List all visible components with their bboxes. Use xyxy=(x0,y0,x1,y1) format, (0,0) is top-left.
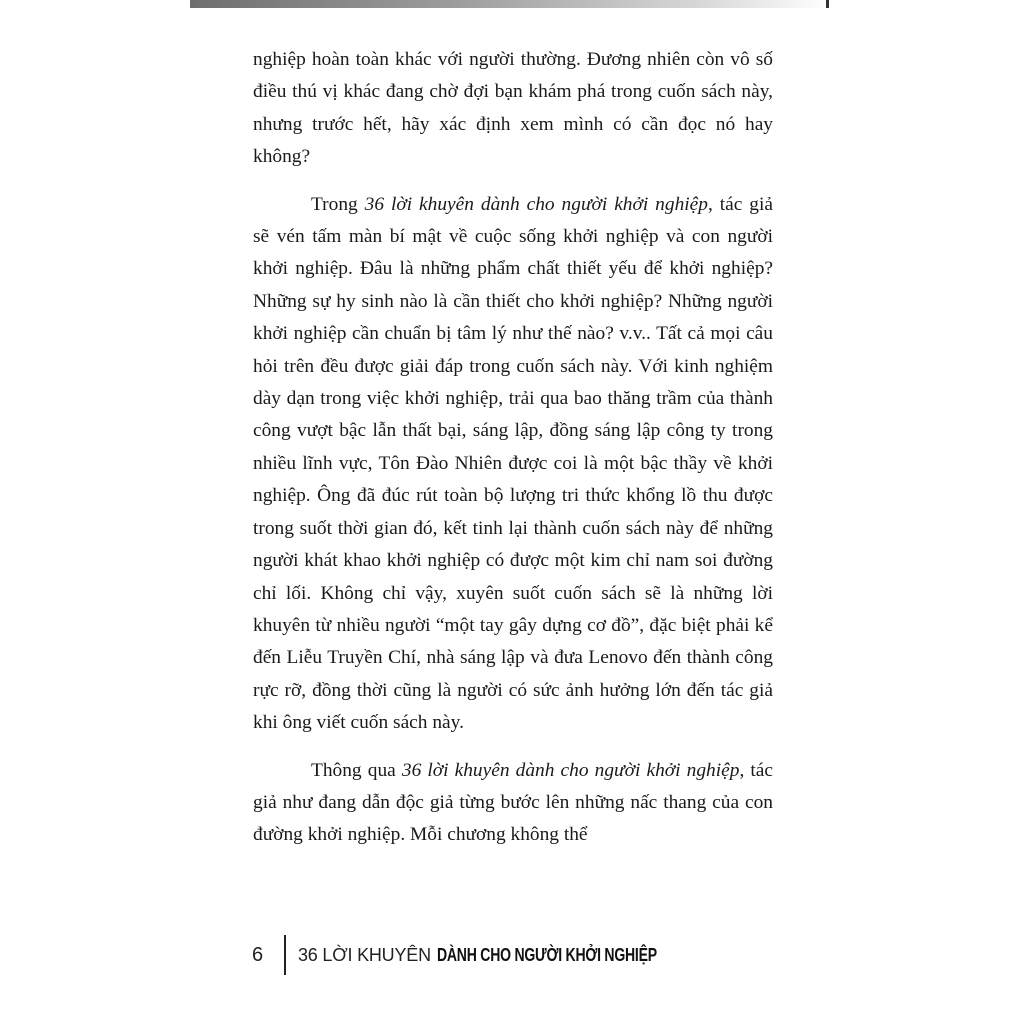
page-corner-mark xyxy=(826,0,829,8)
paragraph-continuation xyxy=(253,44,773,174)
page-body-text xyxy=(253,44,773,852)
paragraph-3-lead: Thông qua xyxy=(311,759,402,781)
paragraph-2-lead: Trong xyxy=(311,193,365,215)
running-head-title: DÀNH CHO NGƯỜI KHỞI NGHIỆP xyxy=(436,944,657,965)
paragraph-introduction xyxy=(253,189,773,740)
book-title-italic: 36 lời khuyên dành cho người khởi nghiệp xyxy=(364,193,708,215)
paragraph-2-text: , tác giả sẽ vén tấm màn bí mật về cuộc sống khởi nghiệp và con người khởi nghiệp. Đâu là những phẩm chất thiết yếu để khởi nghiệp? Những sự hy sinh nào là cần thiết cho khởi nghiệp? Những người khởi nghiệp cần chuẩn bị tâm lý như thế nào? v.v.. Tất cả mọi câu hỏi trên đều được giải đáp trong cuốn sách này. Với kinh nghiệm dày dạn trong việc khởi nghiệp, trải qua bao thăng trầm của thành công vượt bậc lẫn thất bại, sáng lập, đồng sáng lập công ty trong nhiều lĩnh vực, Tôn Đào Nhiên được coi là một bậc thầy về khởi nghiệp. Ông đã đúc rút toàn bộ lượng tri thức khổng lồ thu được trong suốt thời gian đó, kết tinh lại thành cuốn sách này để những người khát khao khởi nghiệp có được một kim chỉ nam soi đường chỉ lối. Không chỉ vậy, xuyên suốt cuốn sách sẽ là những lời khuyên từ nhiều người “một tay gây dựng cơ đồ”, đặc biệt phải kể đến Liễu Truyền Chí, nhà sáng lập và đưa Lenovo đến thành công rực rỡ, đồng thời cũng là người có sức ảnh hưởng lớn đến tác giả khi ông viết cuốn sách này. xyxy=(253,193,773,734)
page-top-shadow xyxy=(190,0,830,8)
page-footer xyxy=(252,930,719,980)
paragraph-3-text: , tác giả như đang dẫn độc giả từng bước lên những nấc thang của con đường khởi nghiệp. Mỗi chương không thể xyxy=(253,759,774,846)
running-head-prefix: 36 LỜI KHUYÊN xyxy=(298,944,431,965)
page-number: 6 xyxy=(252,943,264,966)
paragraph-closing xyxy=(253,755,773,852)
paragraph-1-text: nghiệp hoàn toàn khác với người thường. Đương nhiên còn vô số điều thú vị khác đang chờ đợi bạn khám phá trong cuốn sách này, nhưng trước hết, hãy xác định xem mình có cần đọc nó hay không? xyxy=(253,49,773,168)
book-title-italic: 36 lời khuyên dành cho người khởi nghiệp xyxy=(401,759,740,781)
footer-divider xyxy=(284,935,286,975)
